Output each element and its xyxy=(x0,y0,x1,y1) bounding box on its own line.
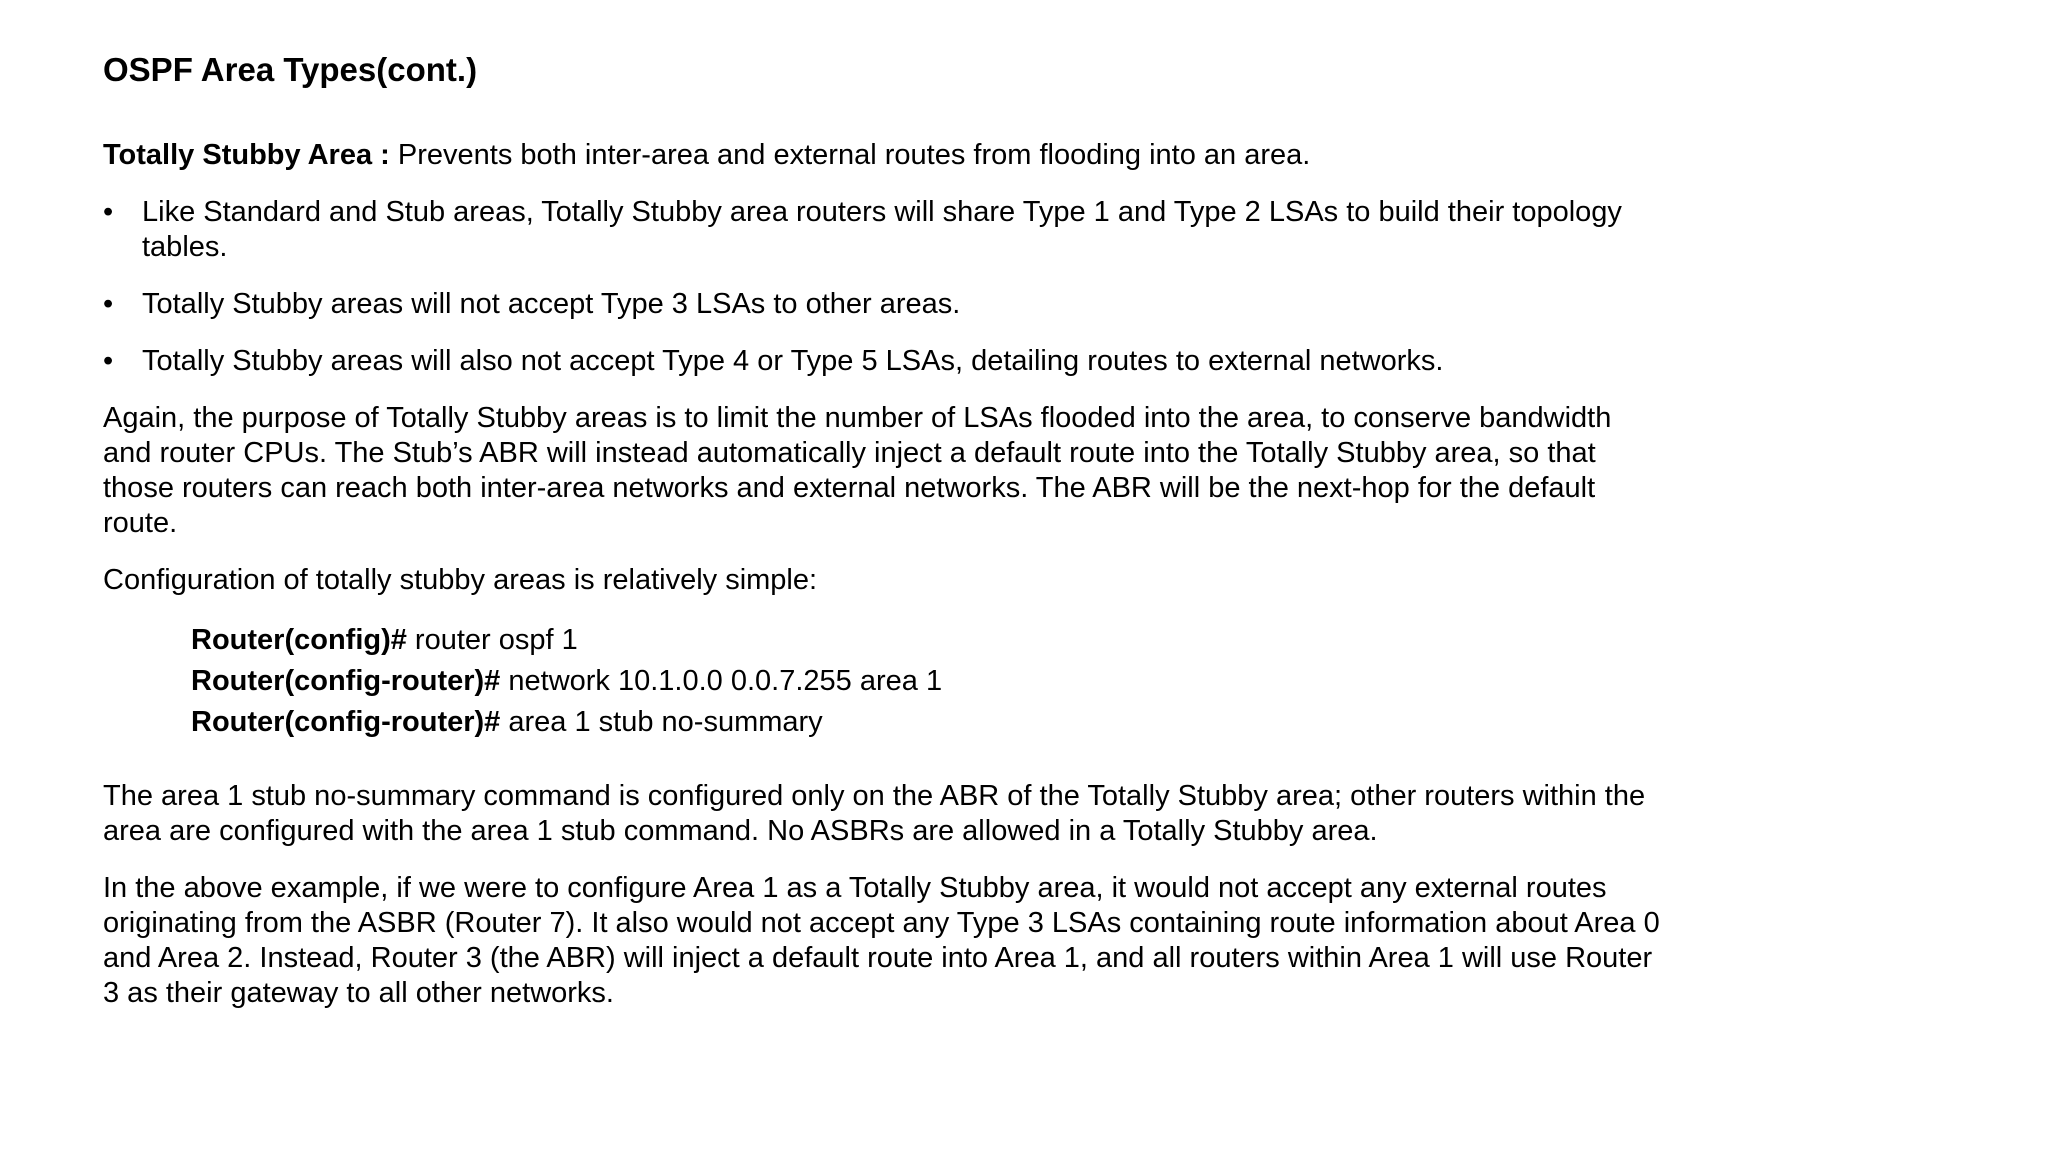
bullet-item xyxy=(103,344,1663,379)
config-command: router ospf 1 xyxy=(406,624,578,656)
bullet-item xyxy=(103,195,1663,265)
bullet-marker: • xyxy=(103,288,114,320)
slide-title: OSPF Area Types(cont.) xyxy=(103,51,478,88)
intro-term: Totally Stubby Area : xyxy=(103,139,390,171)
purpose-paragraph: Again, the purpose of Totally Stubby areas is to limit the number of LSAs flooded into the area, to conserve bandwidth and router CPUs. The Stub’s ABR will instead automatically inject a default route into the Totally Stubby area, so that those routers can reach both inter-area networks and external networks. The ABR will be the next-hop for the default route. xyxy=(103,402,1612,539)
bullet-text: Like Standard and Stub areas, Totally Stubby area routers will share Type 1 and Type 2 LSAs to build their topology tables. xyxy=(142,196,1622,263)
config-prompt: Router(config)# xyxy=(191,624,407,656)
config-line xyxy=(191,702,1663,743)
bullet-item xyxy=(103,287,1663,322)
config-code-block xyxy=(103,620,1663,743)
note-paragraph: The area 1 stub no-summary command is configured only on the ABR of the Totally Stubby area; other routers within the area are configured with the area 1 stub command. No ASBRs are allowed in a Totally Stubby area. xyxy=(103,780,1646,847)
bullet-marker: • xyxy=(103,196,114,228)
config-prompt: Router(config-router)# xyxy=(191,665,501,697)
intro-paragraph xyxy=(103,138,1663,173)
bullet-text: Totally Stubby areas will not accept Type 3 LSAs to other areas. xyxy=(142,288,961,320)
bullet-marker: • xyxy=(103,345,114,377)
config-prompt: Router(config-router)# xyxy=(191,706,501,738)
intro-definition: Prevents both inter-area and external routes from flooding into an area. xyxy=(389,139,1311,171)
slide-content xyxy=(103,138,1663,1033)
config-command: network 10.1.0.0 0.0.7.255 area 1 xyxy=(500,665,943,697)
example-paragraph: In the above example, if we were to configure Area 1 as a Totally Stubby area, it would not accept any external routes originating from the ASBR (Router 7). It also would not accept any Type 3 LSAs containing route information about Area 0 and Area 2. Instead, Router 3 (the ABR) will inject a default route into Area 1, and all routers within Area 1 will use Router 3 as their gateway to all other networks. xyxy=(103,872,1660,1009)
config-line xyxy=(191,620,1663,661)
config-intro: Configuration of totally stubby areas is relatively simple: xyxy=(103,564,818,596)
config-line xyxy=(191,661,1663,702)
config-command: area 1 stub no-summary xyxy=(500,706,823,738)
bullet-text: Totally Stubby areas will also not accept Type 4 or Type 5 LSAs, detailing routes to external networks. xyxy=(142,345,1444,377)
